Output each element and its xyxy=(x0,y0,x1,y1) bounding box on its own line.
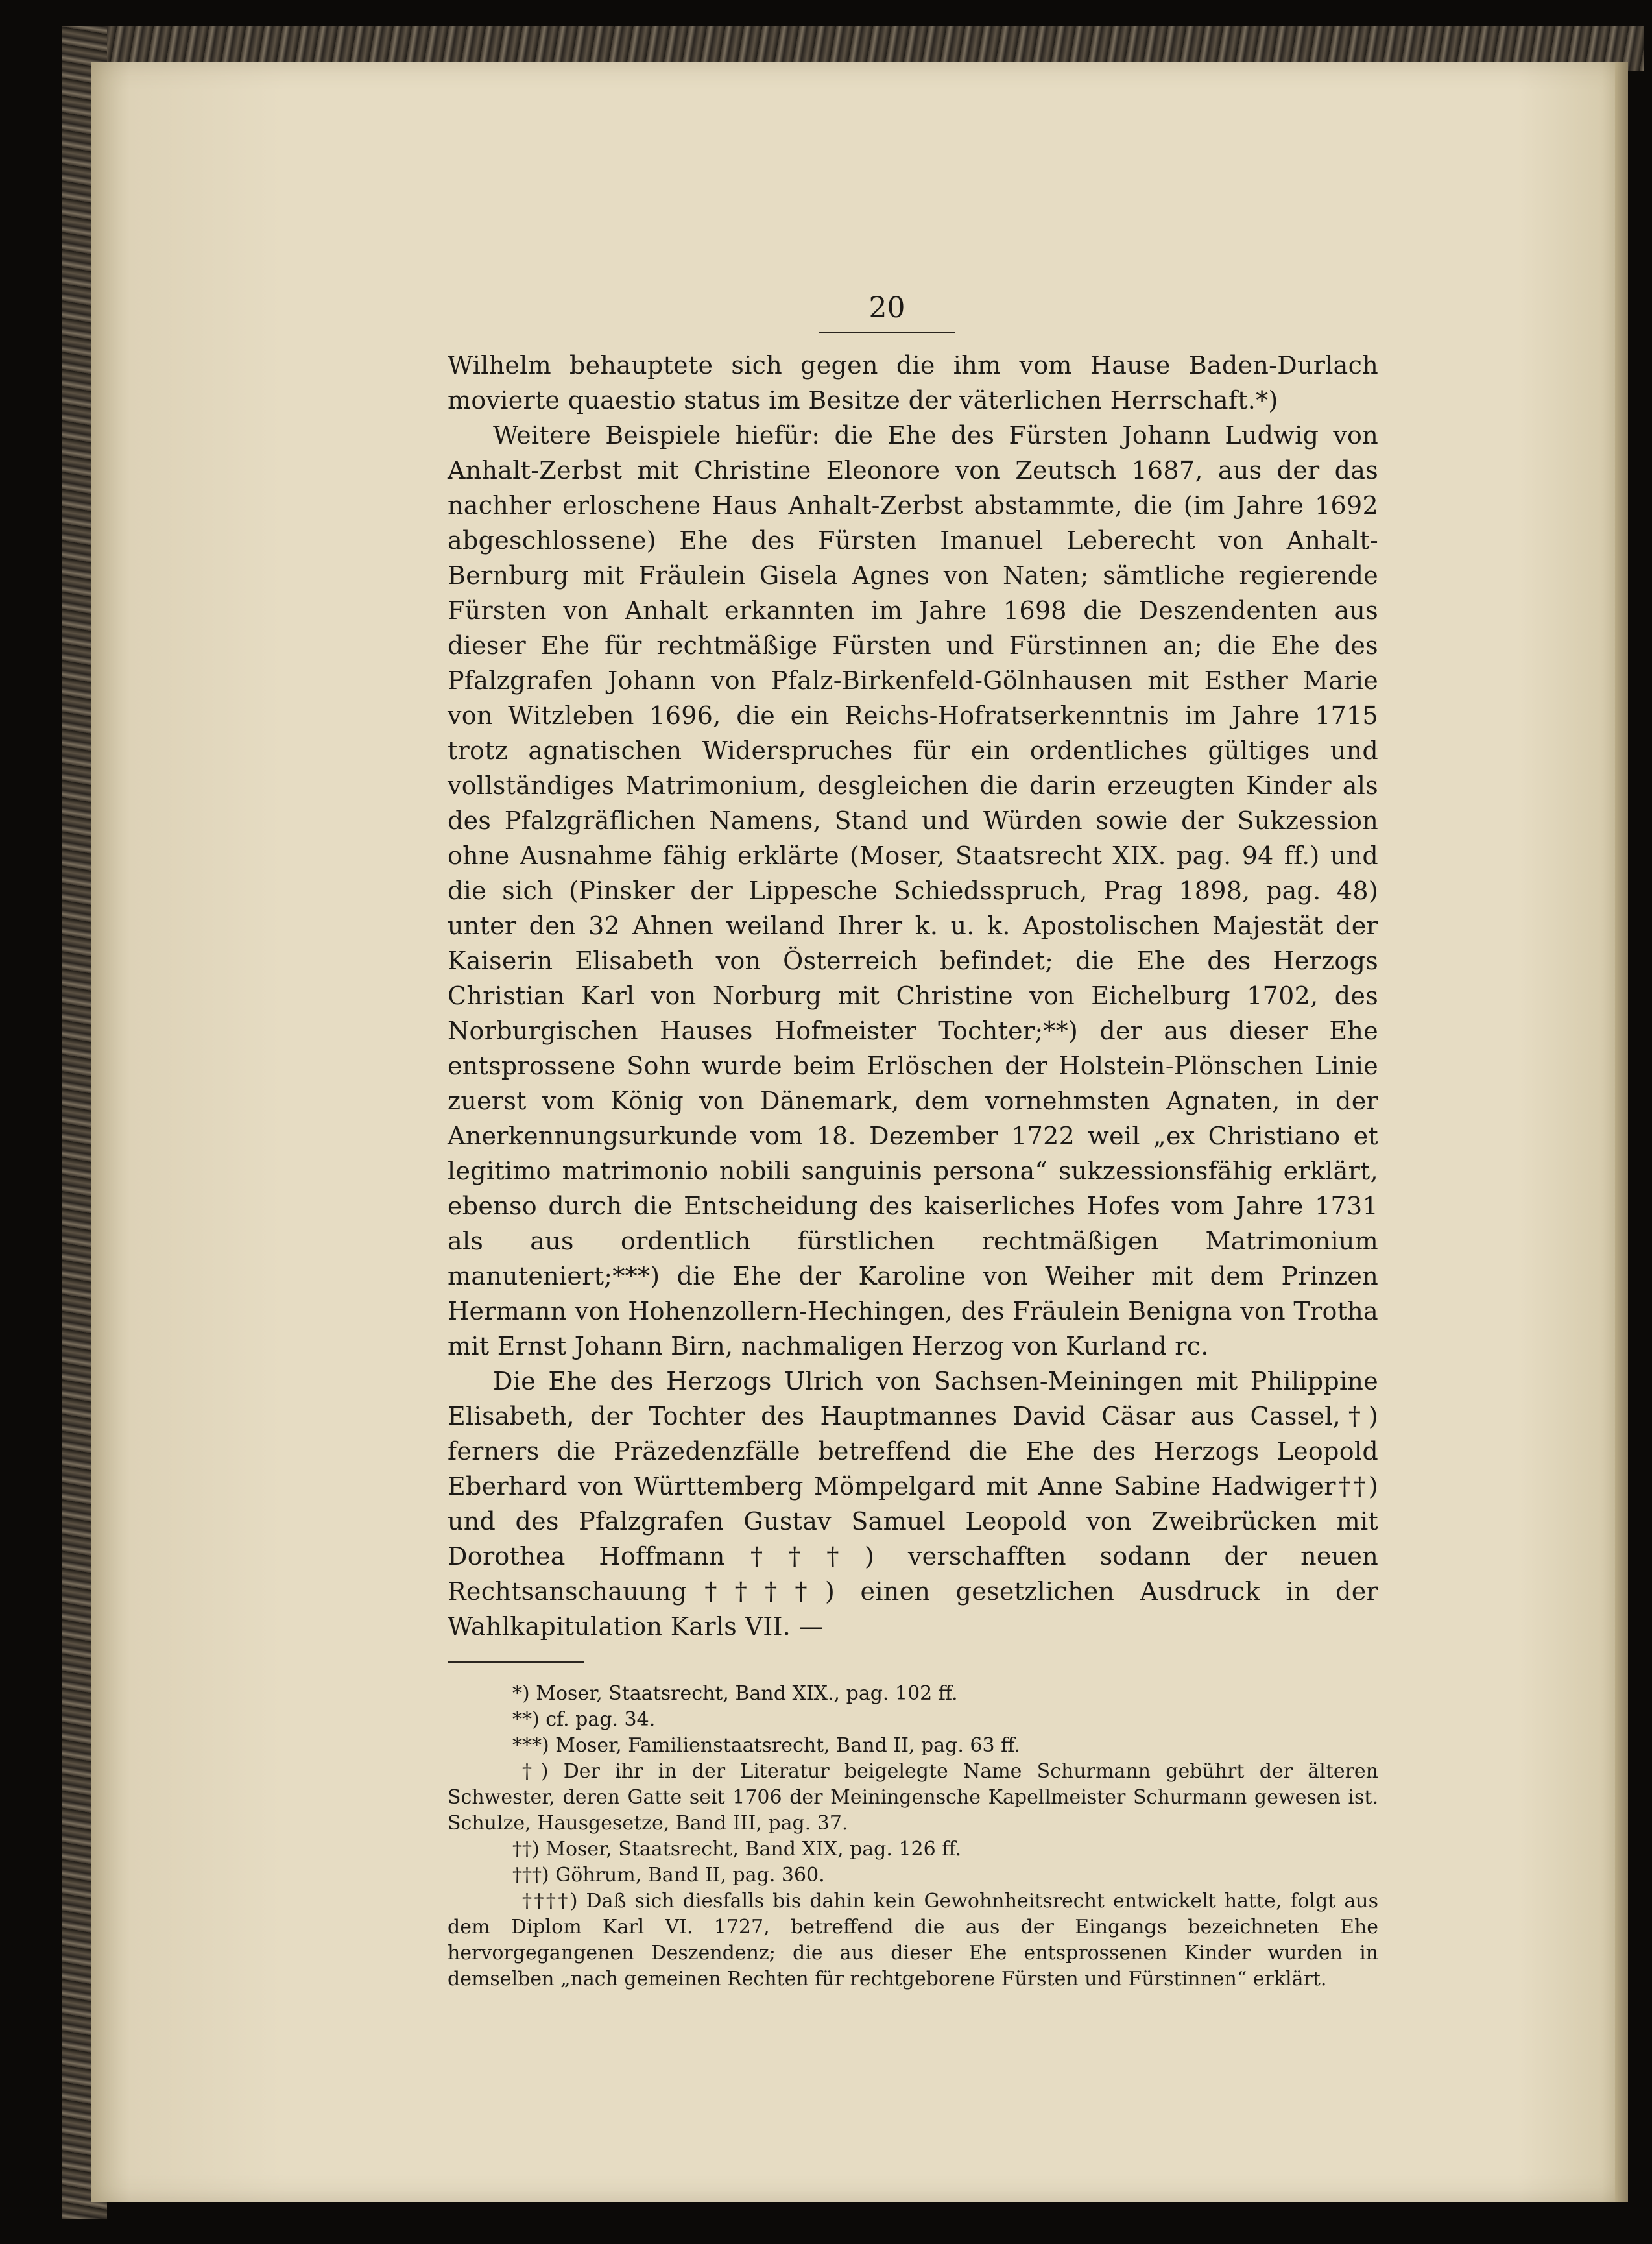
paragraph-1: Wilhelm behauptete sich gegen die ihm vom Hause Baden-Durlach movierte quaestio status im Besitze der väterlichen Herrschaft.*) xyxy=(448,351,1378,415)
main-text xyxy=(448,348,1378,1644)
footnote-1: *) Moser, Staatsrecht, Band XIX., pag. 102 ff. xyxy=(512,1682,958,1705)
paragraph-3: Die Ehe des Herzogs Ulrich von Sachsen-Meiningen mit Philippine Elisabeth, der Tochter des Hauptmannes David Cäsar aus Cassel,†) ferners die Präzedenzfälle betreffend die Ehe des Herzogs Leopold Eberhard von Württemberg Mömpelgard mit Anne Sabine Hadwiger††) und des Pfalzgrafen Gustav Samuel Leopold von Zweibrücken mit Dorothea Hoffmann†††) verschafften sodann der neuen Rechtsanschauung††††) einen gesetzlichen Ausdruck in der Wahlkapitulation Karls VII. — xyxy=(448,1367,1378,1641)
paragraph-2: Weitere Beispiele hiefür: die Ehe des Fürsten Johann Ludwig von Anhalt-Zerbst mit Christine Eleonore von Zeutsch 1687, aus der das nachher erloschene Haus Anhalt-Zerbst abstammte, die (im Jahre 1692 abgeschlossene) Ehe des Fürsten Imanuel Leberecht von Anhalt-Bernburg mit Fräulein Gisela Agnes von Naten; sämtliche regierende Fürsten von Anhalt erkannten im Jahre 1698 die Deszendenten aus dieser Ehe für rechtmäßige Fürsten und Fürstinnen an; die Ehe des Pfalzgrafen Johann von Pfalz-Birkenfeld-Gölnhausen mit Esther Marie von Witzleben 1696, die ein Reichs-Hofratserkenntnis im Jahre 1715 trotz agnatischen Widerspruches für ein ordentliches gültiges und vollständiges Matrimonium, desgleichen die darin erzeugten Kinder als des Pfalzgräflichen Namens, Stand und Würden sowie der Sukzession ohne Ausnahme fähig erklärte (Moser, Staatsrecht XIX. pag. 94 ff.) und die sich (Pinsker der Lippesche Schiedsspruch, Prag 1898, pag. 48) unter den 32 Ahnen weiland Ihrer k. u. k. Apostolischen Majestät der Kaiserin Elisabeth von Österreich befindet; die Ehe des Herzogs Christian Karl von Norburg mit Christine von Eichelburg 1702, des Norburgischen Hauses Hofmeister Tochter;**) der aus dieser Ehe entsprossene Sohn wurde beim Erlöschen der Holstein-Plönschen Linie zuerst vom König von Dänemark, dem vornehmsten Agnaten, in der Anerkennungsurkunde vom 18. Dezember 1722 weil „ex Christiano et legitimo matrimonio nobili sanguinis persona“ sukzessionsfähig erklärt, ebenso durch die Entscheidung des kaiserliches Hofes vom Jahre 1731 als aus ordentlich fürstlichen rechtmäßigen Matrimonium manuteniert;***) die Ehe der Karoline von Weiher mit dem Prinzen Hermann von Hohenzollern-Hechingen, des Fräulein Benigna von Trotha mit Ernst Johann Birn, nachmaligen Herzog von Kurland rc. xyxy=(448,421,1378,1360)
page-number: 20 xyxy=(868,291,905,324)
footnote-3: ***) Moser, Familienstaatsrecht, Band II, pag. 63 ff. xyxy=(512,1734,1020,1757)
footnote-6: †††) Göhrum, Band II, pag. 360. xyxy=(512,1864,825,1887)
footnote-5: ††) Moser, Staatsrecht, Band XIX, pag. 126 ff. xyxy=(512,1838,962,1861)
footnote-4: †) Der ihr in der Literatur beigelegte Name Schurmann gebührt der älteren Schwester, deren Gatte seit 1706 der Meiningensche Kapellmeister Schurmann gewesen ist. Schulze, Hausgesetze, Band III, pag. 37. xyxy=(448,1760,1378,1835)
footnote-rule xyxy=(448,1661,584,1663)
footnote-2: **) cf. pag. 34. xyxy=(512,1708,656,1731)
page-edge xyxy=(1615,62,1628,2202)
footnotes xyxy=(448,1681,1378,1992)
page-content xyxy=(448,289,1378,1992)
page-number-rule xyxy=(819,332,955,333)
footnote-7: ††††) Daß sich diesfalls bis dahin kein Gewohnheitsrecht entwickelt hatte, folgt aus dem Diplom Karl VI. 1727, betreffend die aus der Eingangs bezeichneten Ehe hervorgegangenen Deszendenz; die aus dieser Ehe entsprossenen Kinder wurden in demselben „nach gemeinen Rechten für rechtgeborene Fürsten und Fürstinnen“ erklärt. xyxy=(448,1890,1378,1990)
